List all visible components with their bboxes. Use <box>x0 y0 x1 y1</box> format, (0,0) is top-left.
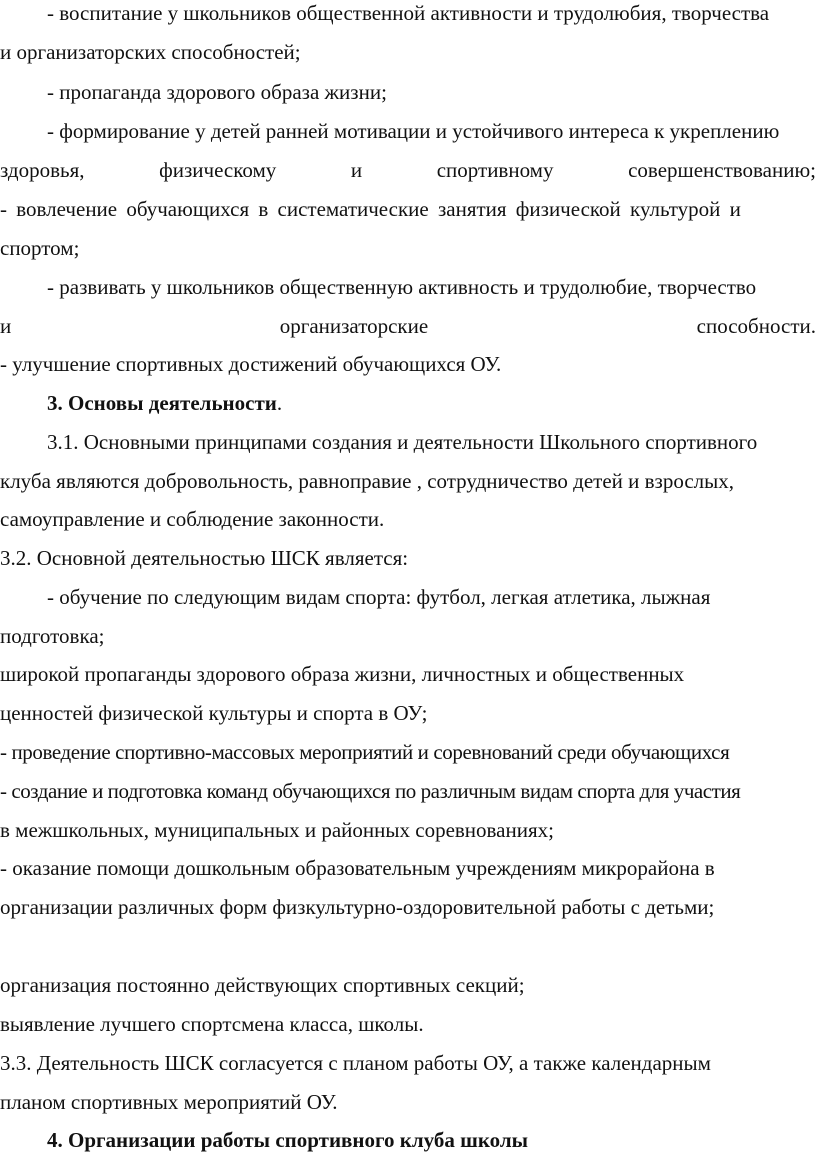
text-line: - вовлечение обучающихся в систематические занятия физической культурой и <box>0 197 741 221</box>
text-line: - воспитание у школьников общественной активности и трудолюбия, творчества <box>47 1 770 25</box>
text-line: 3.1. Основными принципами создания и деятельности Школьного спортивного <box>47 430 758 454</box>
word: здоровья, <box>0 158 85 182</box>
word: физическому <box>159 158 277 182</box>
text-line: планом спортивных мероприятий ОУ. <box>0 1090 338 1114</box>
section-heading-title: 3. Основы деятельности <box>47 391 277 415</box>
text-line: спортом; <box>0 236 80 260</box>
text-line: организации различных форм физкультурно-оздоровительной работы с детьми; <box>0 895 715 919</box>
text-line: - создание и подготовка команд обучающихся по различным видам спорта для участия <box>0 779 741 803</box>
text-line: самоуправление и соблюдение законности. <box>0 507 385 531</box>
text-line: - формирование у детей ранней мотивации и устойчивого интереса к укреплению <box>47 119 780 143</box>
text-line: организация постоянно действующих спортивных секций; <box>0 973 525 997</box>
heading-period: . <box>276 391 283 415</box>
text-line: ценностей физической культуры и спорта в ОУ; <box>0 701 428 725</box>
section-heading <box>47 393 816 414</box>
text-line: 3.3. Деятельность ШСК согласуется с планом работы ОУ, а также календарным <box>0 1051 711 1075</box>
text-line: - оказание помощи дошкольным образовательным учреждениям микрорайона в <box>0 856 715 880</box>
text-line-justified <box>0 160 816 181</box>
text-line: - пропаганда здорового образа жизни; <box>47 80 387 104</box>
word: совершенствованию; <box>628 158 816 182</box>
text-line: подготовка; <box>0 624 105 648</box>
text-line: и организаторских способностей; <box>0 40 301 64</box>
text-line: широкой пропаганды здорового образа жизни, личностных и общественных <box>0 662 685 686</box>
word: спортивному <box>436 158 554 182</box>
text-line: - обучение по следующим видам спорта: футбол, легкая атлетика, лыжная <box>47 585 711 609</box>
text-line: выявление лучшего спортсмена класса, школы. <box>0 1012 424 1036</box>
text-line: - улучшение спортивных достижений обучающихся ОУ. <box>0 352 502 376</box>
word: и <box>0 314 12 338</box>
text-line: клуба являются добровольность, равноправие , сотрудничество детей и взрослых, <box>0 469 735 493</box>
section-heading: 4. Организации работы спортивного клуба школы <box>47 1128 529 1152</box>
text-line: - развивать у школьников общественную активность и трудолюбие, творчество <box>47 275 757 299</box>
text-line: - проведение спортивно-массовых мероприятий и соревнований среди обучающихся <box>0 740 730 764</box>
word: организаторские <box>279 314 429 338</box>
word: способности. <box>696 314 816 338</box>
word: и <box>350 158 363 182</box>
text-line: 3.2. Основной деятельностью ШСК является: <box>0 546 409 570</box>
text-line-justified <box>0 316 816 337</box>
text-line: в межшкольных, муниципальных и районных соревнованиях; <box>0 818 554 842</box>
